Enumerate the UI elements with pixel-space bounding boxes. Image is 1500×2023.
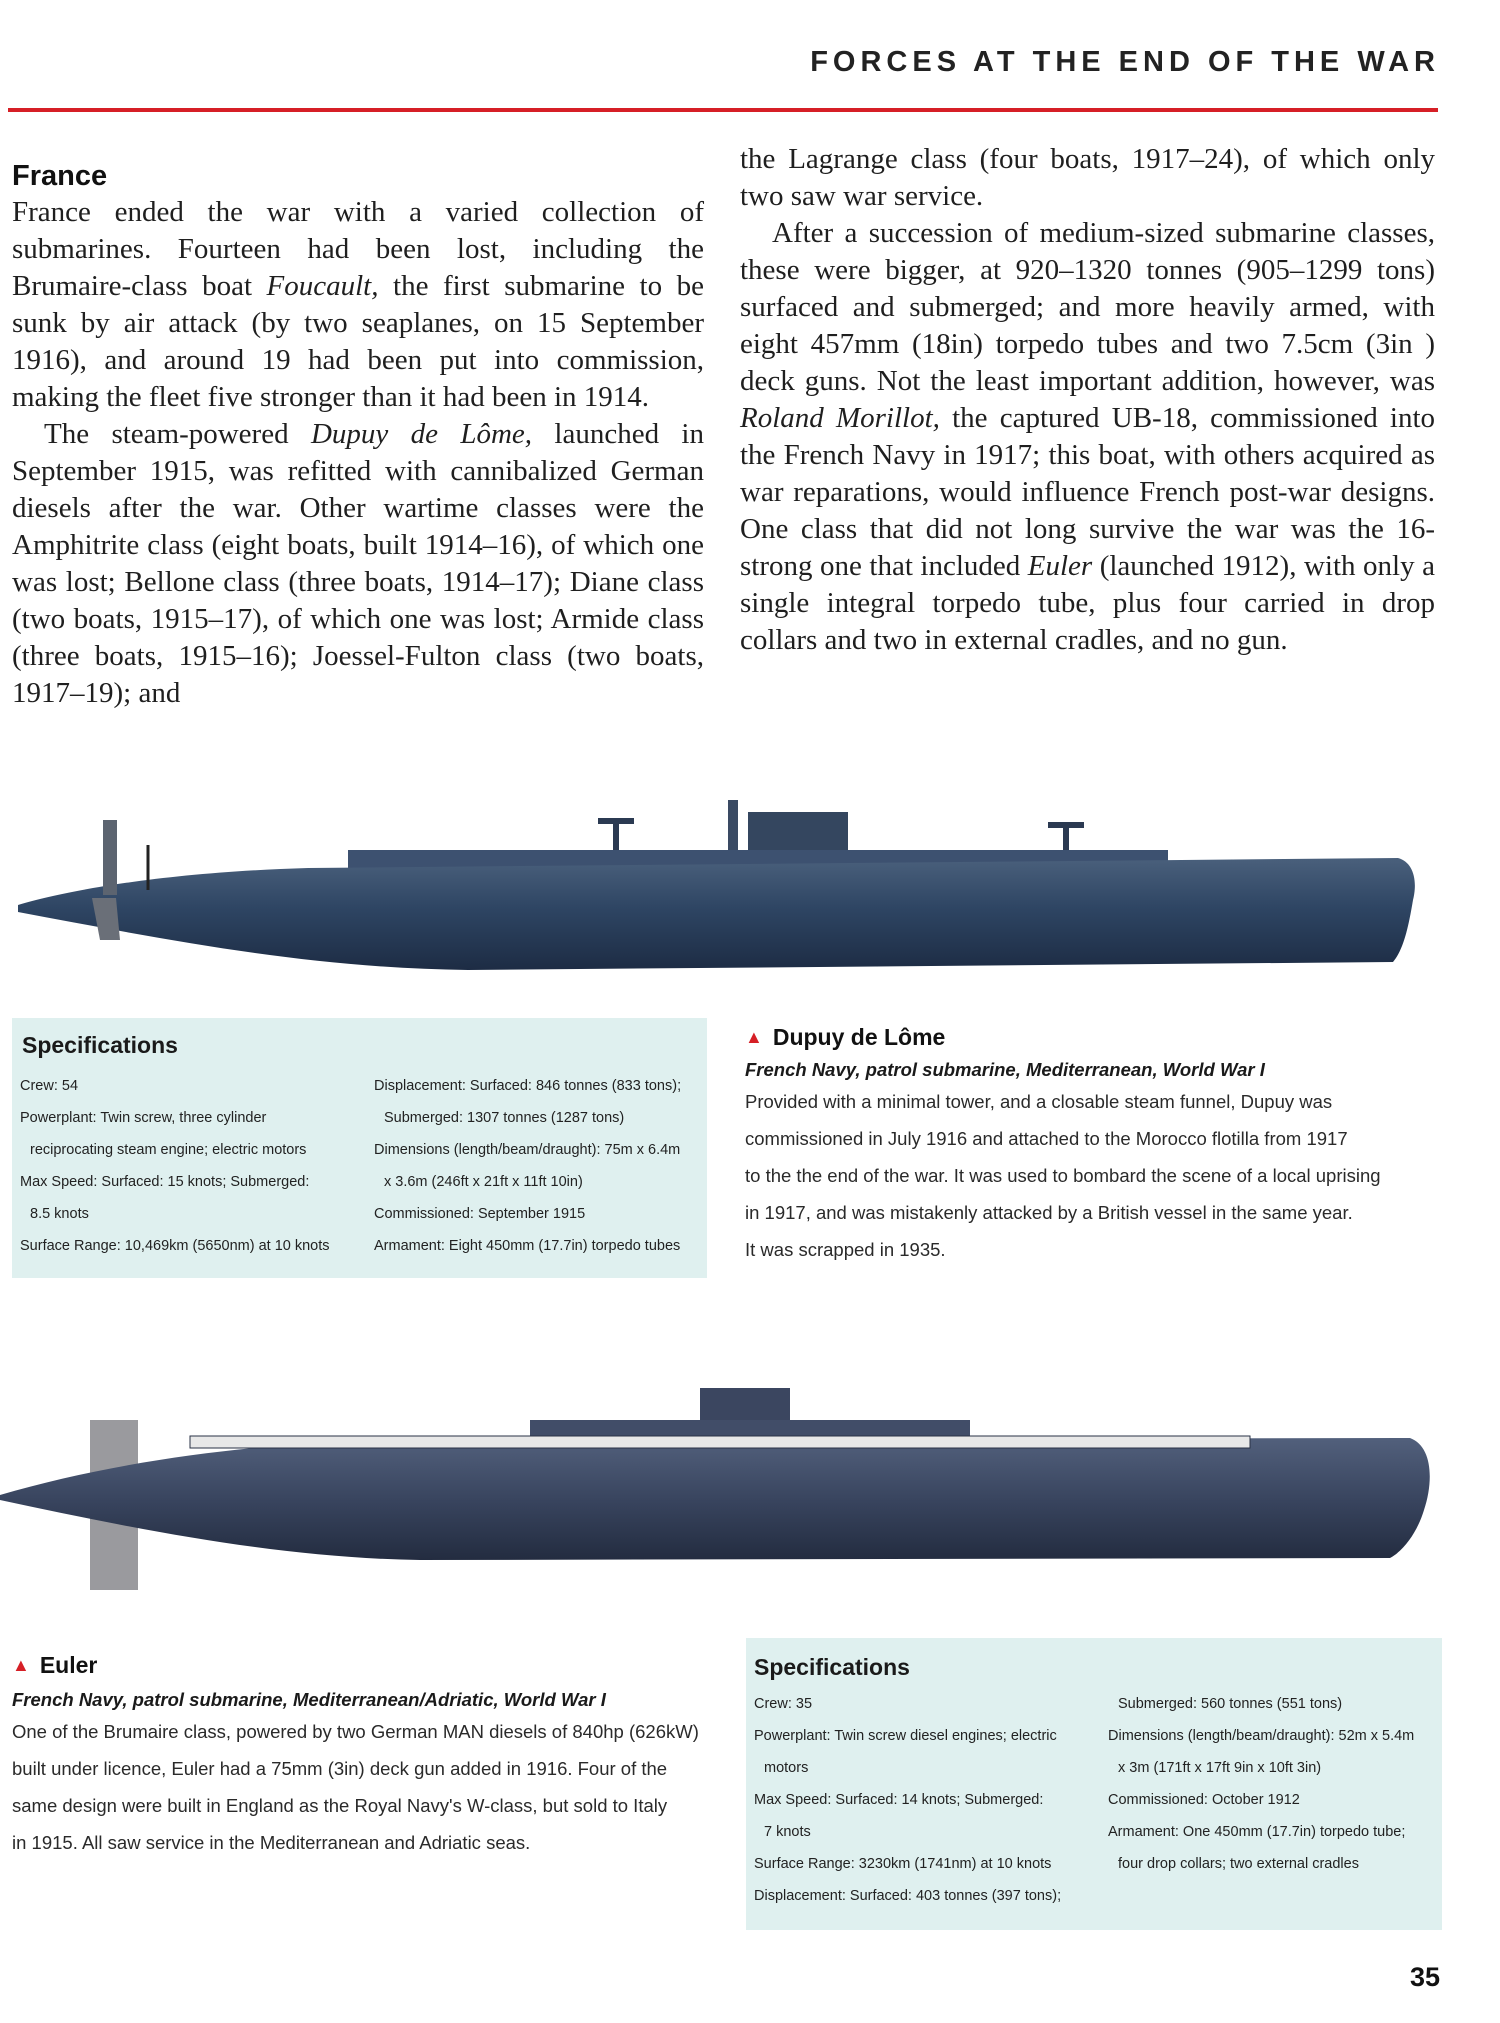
- caption-subtitle: French Navy, patrol submarine, Mediterranean/Adriatic, World War I: [12, 1689, 606, 1710]
- spec-line: Commissioned: September 1915: [374, 1206, 586, 1222]
- red-rule: [8, 108, 1438, 114]
- body-column-left: [12, 194, 704, 712]
- spec-title: Specifications: [22, 1032, 178, 1058]
- spec-line: reciprocating steam engine; electric motors: [30, 1142, 307, 1158]
- spec-line: Submerged: 560 tonnes (551 tons): [1118, 1696, 1343, 1712]
- page-number: 35: [1409, 1962, 1440, 1992]
- caption-title: ▲ Euler: [12, 1652, 98, 1678]
- spec-line: Max Speed: Surfaced: 14 knots; Submerged:: [754, 1792, 1044, 1808]
- body-paragraph: The steam-powered Dupuy de Lôme, launched in September 1915, was refitted with cannibalized German diesels after the war. Other wartime classes were the Amphitrite class (eight boats, built 1914–16), of which one was lost; Bellone class (three boats, 1914–17); Diane class (two boats, 1915–17), of which one was lost; Armide class (three boats, 1915–16); Joessel-Fulton class (two boats, 1917–19); and: [12, 418, 704, 709]
- caption-subtitle: French Navy, patrol submarine, Mediterranean, World War I: [745, 1059, 1265, 1080]
- spec-line: Displacement: Surfaced: 846 tonnes (833 tons);: [374, 1078, 682, 1094]
- spec-line: Crew: 35: [754, 1696, 813, 1712]
- triangle-icon: ▲: [12, 1655, 30, 1675]
- running-head: FORCES AT THE END OF THE WAR: [810, 46, 1440, 78]
- spec-line: Displacement: Surfaced: 403 tonnes (397 tons);: [754, 1888, 1062, 1904]
- caption-text: Provided with a minimal tower, and a closable steam funnel, Dupuy was commissioned in July 1916 and attached to the Morocco flotilla from 1917 to the the end of the war. It was used to bombard the scene of a local uprising in 1917, and was mistakenly attacked by a British vessel in the same year. It was scrapped in 1935.: [745, 1091, 1381, 1260]
- caption-text: One of the Brumaire class, powered by two German MAN diesels of 840hp (626kW) built under licence, Euler had a 75mm (3in) deck gun added in 1916. Four of the same design were built in England as the Royal Navy's W-class, but sold to Italy in 1915. All saw service in the Mediterranean and Adriatic seas.: [12, 1721, 699, 1853]
- spec-title: Specifications: [754, 1654, 910, 1680]
- spec-line: Powerplant: Twin screw, three cylinder: [20, 1110, 267, 1126]
- spec-box-euler: [746, 1638, 1442, 1930]
- caption-title: ▲ Dupuy de Lôme: [745, 1024, 946, 1050]
- spec-left-column: [754, 1688, 1061, 1912]
- spec-line: Powerplant: Twin screw diesel engines; electric: [754, 1728, 1057, 1744]
- spec-line: x 3.6m (246ft x 21ft x 11ft 10in): [384, 1174, 583, 1190]
- body-paragraph: the Lagrange class (four boats, 1917–24), of which only two saw war service.: [740, 143, 1435, 212]
- spec-line: motors: [764, 1760, 809, 1776]
- caption-dupuy: [745, 1024, 1445, 1268]
- body-column-right: [740, 141, 1435, 659]
- spec-line: Surface Range: 3230km (1741nm) at 10 knots: [754, 1856, 1052, 1872]
- dupuy-de-lome-submarine-illustration: [8, 790, 1448, 1010]
- spec-right-column: [1108, 1688, 1414, 1880]
- section-heading: France: [12, 160, 108, 192]
- spec-left-column: [20, 1070, 330, 1262]
- caption-euler: [12, 1652, 732, 1861]
- spec-line: Commissioned: October 1912: [1108, 1792, 1300, 1808]
- spec-line: x 3m (171ft x 17ft 9in x 10ft 3in): [1118, 1760, 1322, 1776]
- body-paragraph: After a succession of medium-sized submarine classes, these were bigger, at 920–1320 tonnes (905–1299 tons) surfaced and submerged; and more heavily armed, with eight 457mm (18in) torpedo tubes and two 7.5cm (3in ) deck guns. Not the least important addition, however, was Roland Morillot, the captured UB-18, commissioned into the French Navy in 1917; this boat, with others acquired as war reparations, would influence French post-war designs. One class that did not long survive the war was the 16-strong one that included Euler (launched 1912), with only a single integral torpedo tube, plus four carried in drop collars and two in external cradles, and no gun.: [740, 217, 1436, 656]
- spec-line: four drop collars; two external cradles: [1118, 1856, 1359, 1872]
- spec-line: Dimensions (length/beam/draught): 75m x 6.4m: [374, 1142, 681, 1158]
- body-paragraph: France ended the war with a varied collection of submarines. Fourteen had been lost, including the Brumaire-class boat Foucault, the first submarine to be sunk by air attack (by two seaplanes, on 15 September 1916), and around 19 had been put into commission, making the fleet five stronger than it had been in 1914.: [12, 196, 704, 413]
- spec-line: Armament: One 450mm (17.7in) torpedo tube;: [1108, 1824, 1406, 1840]
- spec-line: 7 knots: [764, 1824, 811, 1840]
- spec-line: Surface Range: 10,469km (5650nm) at 10 knots: [20, 1238, 330, 1254]
- spec-right-column: [374, 1070, 681, 1262]
- spec-line: Armament: Eight 450mm (17.7in) torpedo tubes: [374, 1238, 681, 1254]
- spec-line: 8.5 knots: [30, 1206, 89, 1222]
- spec-line: Max Speed: Surfaced: 15 knots; Submerged:: [20, 1174, 310, 1190]
- triangle-icon: ▲: [745, 1027, 763, 1047]
- spec-line: Dimensions (length/beam/draught): 52m x 5.4m: [1108, 1728, 1415, 1744]
- spec-line: Submerged: 1307 tonnes (1287 tons): [384, 1110, 625, 1126]
- euler-submarine-illustration: [0, 1380, 1440, 1590]
- spec-line: Crew: 54: [20, 1078, 79, 1094]
- spec-box-dupuy: [12, 1018, 707, 1278]
